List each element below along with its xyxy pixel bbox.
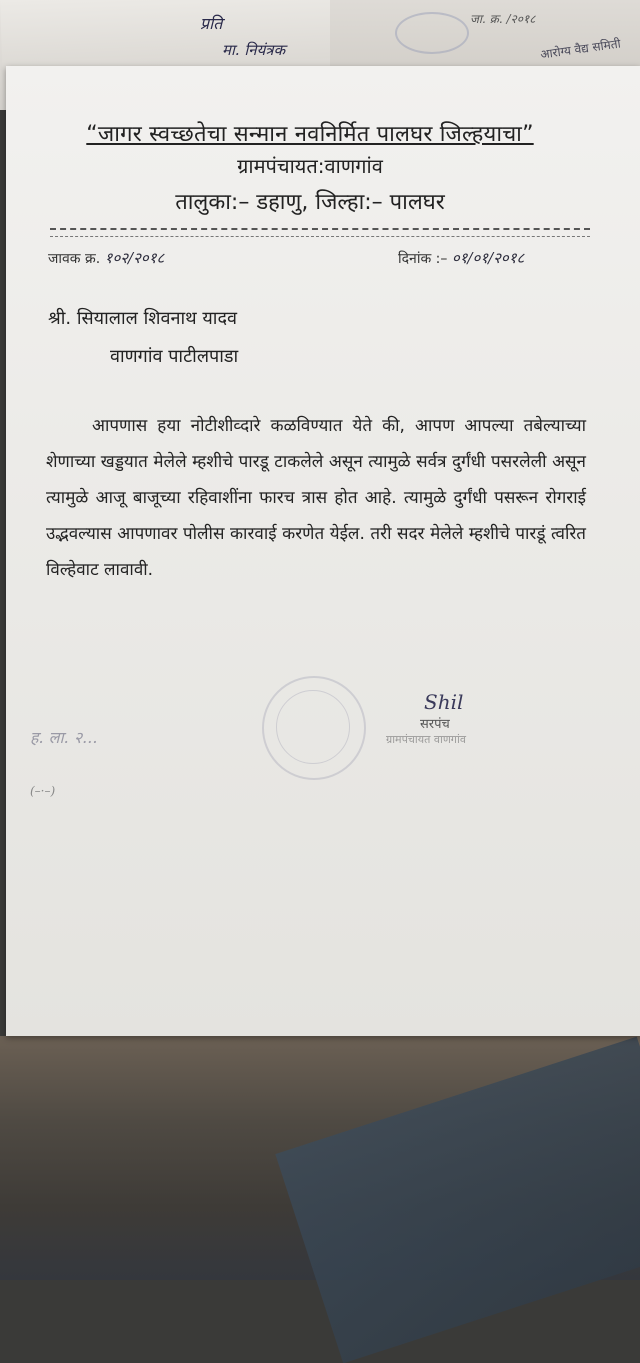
margin-note-small: (–·–) [30,784,56,798]
reference-number [48,248,164,268]
signatory-office: ग्रामपंचायत वाणगांव [386,733,466,746]
date-label: दिनांक :– [398,251,448,267]
underlying-scrawl-top: प्रति [200,14,223,33]
underlying-scrawl-second: मा. नियंत्रक [222,41,286,59]
gram-panchayat-name: ग्रामपंचायत:वाणगांव [237,154,383,178]
underlying-side-text: आरोग्य वैद्य समिती [539,36,622,62]
notice-body: आपणास हया नोटीशीव्दारे कळविण्यात येते की, आपण आपल्या तबेल्याच्या शेणाच्या खड्डयात मेलेले म्हशीचे पारडू टाकलेले असून त्यामुळे सर्वत्र दुर्गंधी पसरलेली असून त्यामुळे आजू बाजूच्या रहिवाशींना फारच त्रास होत आहे. त्यामुळे दुर्गंधी पसरून रोगराई उद्भवल्यास आपणावर पोलीस कारवाई करणेत येईल. तरी सदर मेलेले म्हशीचे पारडूं त्वरित विल्हेवाट लावावी. [46,416,586,580]
recipient-name: श्री. सियालाल शिवनाथ यादव [48,308,238,329]
margin-note: ह. ला. २... [30,728,98,747]
header-divider-thin [50,236,590,237]
underlying-stamp-text: जा. क्र. /२०१८ [470,12,536,26]
signature: Shil [424,690,464,714]
signatory-title: सरपंच [420,717,450,732]
official-seal [262,676,366,780]
date-value: ०१/०१/२०१८ [451,249,525,267]
notice-date [398,248,524,268]
reference-label: जावक क्र. [48,251,101,267]
letterhead-slogan: “जागर स्वच्छतेचा सन्मान नवनिर्मित पालघर जिल्हयाचा” [86,122,534,147]
underlying-stamp [395,12,469,54]
header-divider [50,228,590,230]
recipient-address: वाणगांव पाटीलपाडा [110,346,239,367]
reference-value: १०२/२०१८ [104,249,165,267]
taluka-district: तालुका:– डहाणु, जिल्हा:– पालघर [175,190,445,215]
